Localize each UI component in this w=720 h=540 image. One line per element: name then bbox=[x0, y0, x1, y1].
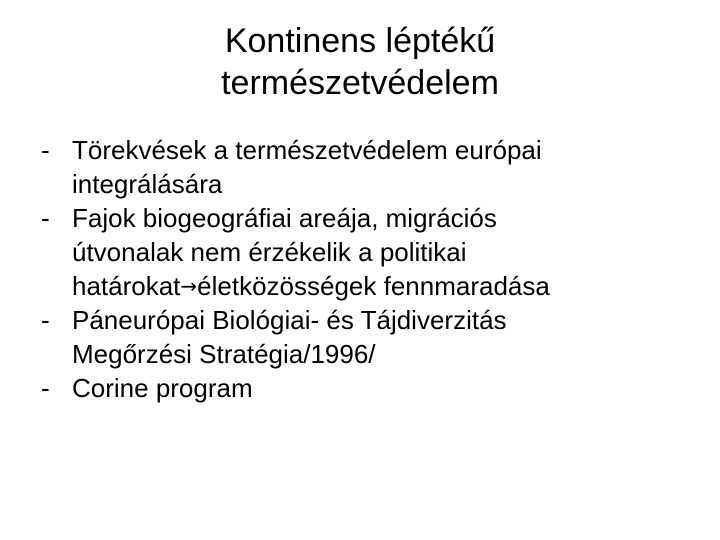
bullet-line: Páneurópai Biológiai- és Tájdiverzitás bbox=[72, 305, 507, 335]
bullet-line-text: életközösségek fennmaradása bbox=[197, 271, 550, 301]
bullet-list bbox=[41, 133, 701, 405]
bullet-item bbox=[41, 133, 701, 201]
bullet-marker: - bbox=[41, 135, 50, 165]
bullet-item bbox=[41, 371, 701, 405]
bullet-line: Törekvések a természetvédelem európai bbox=[72, 135, 542, 165]
bullet-marker: - bbox=[41, 203, 50, 233]
bullet-item bbox=[41, 303, 701, 371]
bullet-item bbox=[41, 201, 701, 303]
bullet-line: Megőrzési Stratégia/1996/ bbox=[72, 339, 376, 369]
slide-title-line-2: természetvédelem bbox=[221, 64, 499, 102]
bullet-line-text: határokat bbox=[72, 271, 181, 301]
right-arrow-icon: → bbox=[180, 274, 198, 298]
bullet-marker: - bbox=[41, 305, 50, 335]
slide-title-line-1: Kontinens léptékű bbox=[224, 22, 496, 60]
bullet-line: Fajok biogeográfiai areája, migrációs bbox=[72, 203, 497, 233]
bullet-marker: - bbox=[41, 373, 50, 403]
slide-title bbox=[0, 20, 720, 104]
bullet-line bbox=[72, 269, 701, 303]
bullet-line: integrálására bbox=[72, 169, 223, 199]
bullet-line: útvonalak nem érzékelik a politikai bbox=[72, 237, 467, 267]
bullet-line: Corine program bbox=[72, 373, 253, 403]
